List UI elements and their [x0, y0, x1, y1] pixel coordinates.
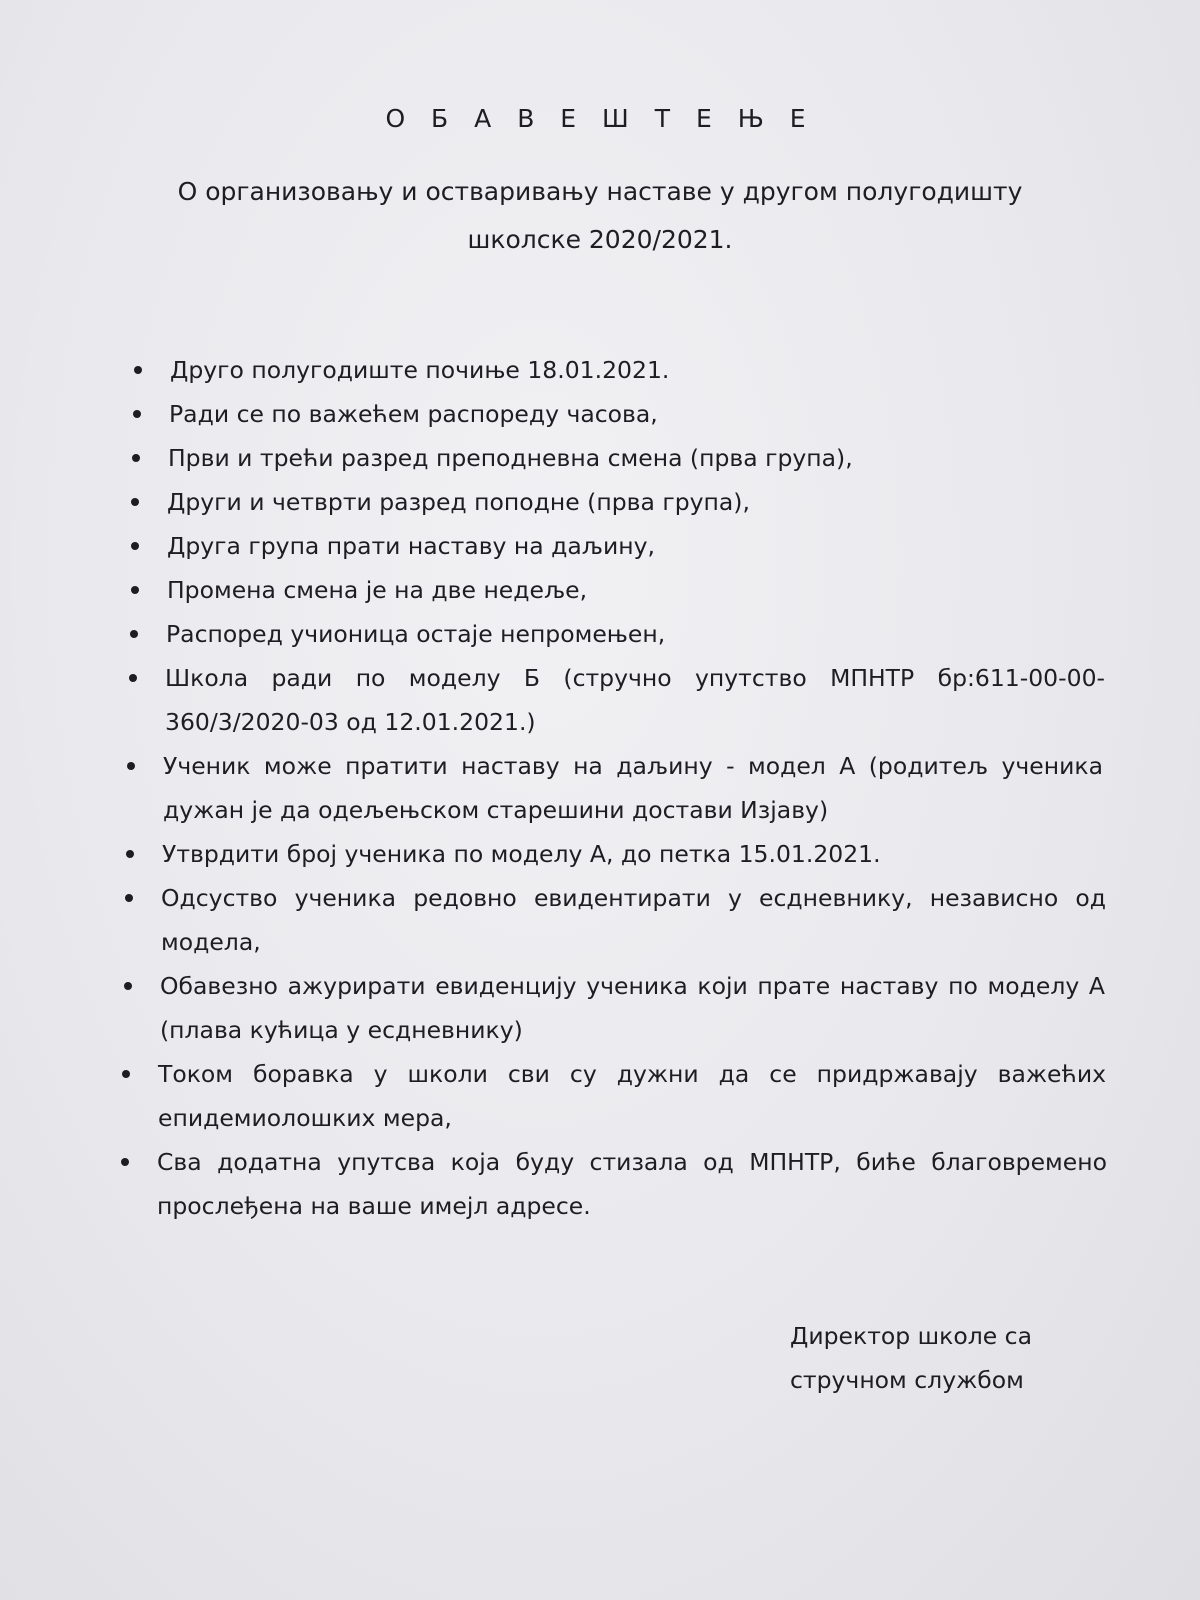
list-item-text: Ради се по важећем распореду часова,	[169, 400, 658, 428]
notice-bullet-list	[0, 348, 1200, 1228]
list-item	[161, 876, 1106, 964]
list-item	[167, 480, 917, 524]
list-item	[160, 964, 1105, 1052]
list-item-text: Промена смена је на две недеље,	[167, 576, 588, 604]
list-item-text: Школа ради по моделу Б (стручно упутство МПНТР бр:611-00-00-360/3/2020-03 од 12.01.2021.)	[165, 664, 1105, 736]
list-item	[167, 568, 917, 612]
list-item-text: Обавезно ажурирати евиденцију ученика који прате наставу по моделу А (плава кућица у есдневнику)	[160, 972, 1105, 1044]
bullet-icon	[131, 542, 139, 550]
list-item-text: Распоред учионица остаје непромењен,	[166, 620, 666, 648]
list-item	[168, 436, 918, 480]
bullet-icon	[130, 630, 138, 638]
list-item	[167, 524, 917, 568]
list-item-text: Утврдити број ученика по моделу А, до петка 15.01.2021.	[162, 840, 881, 868]
bullet-icon	[121, 1158, 129, 1166]
list-item	[165, 656, 1105, 744]
bullet-icon	[131, 498, 139, 506]
list-item	[169, 392, 869, 436]
signature-line: стручном службом	[790, 1366, 1024, 1394]
list-item	[157, 1140, 1107, 1228]
list-item-text: Током боравка у школи сви су дужни да се придржавају важећих епидемиолошких мера,	[158, 1060, 1106, 1132]
list-item	[166, 612, 916, 656]
list-item	[170, 348, 670, 392]
notice-subtitle	[120, 168, 1080, 264]
list-item	[158, 1052, 1106, 1140]
list-item-text: Први и трећи разред преподневна смена (прва група),	[168, 444, 853, 472]
notice-title: О Б А В Е Ш Т Е Њ Е	[385, 104, 815, 133]
list-item-text: Друга група прати наставу на даљину,	[167, 532, 656, 560]
list-item	[163, 744, 1103, 832]
bullet-icon	[122, 1070, 130, 1078]
bullet-icon	[131, 586, 139, 594]
bullet-icon	[134, 366, 142, 374]
list-item-text: Други и четврти разред поподне (прва група),	[167, 488, 750, 516]
signature-line: Директор школе са	[790, 1322, 1032, 1350]
list-item	[162, 832, 1102, 876]
list-item-text: Одсуство ученика редовно евидентирати у есдневнику, независно од модела,	[161, 884, 1106, 956]
list-item-text: Друго полугодиште почиње 18.01.2021.	[170, 356, 670, 384]
bullet-icon	[125, 894, 133, 902]
notice-subtitle-line: О организовању и остваривању наставе у другом полугодишту	[177, 177, 1023, 206]
bullet-icon	[126, 850, 134, 858]
bullet-icon	[132, 454, 140, 462]
notice-subtitle-line: школске 2020/2021.	[467, 225, 733, 254]
bullet-icon	[127, 762, 135, 770]
signature-block	[790, 1314, 1110, 1402]
bullet-icon	[124, 982, 132, 990]
bullet-icon	[133, 410, 141, 418]
list-item-text: Ученик може пратити наставу на даљину - модел А (родитељ ученика дужан је да одељењском старешини достави Изјаву)	[163, 752, 1103, 824]
list-item-text: Сва додатна упутсва која буду стизала од МПНТР, биће благовремено прослеђена на ваше имејл адресе.	[157, 1148, 1107, 1220]
bullet-icon	[129, 674, 137, 682]
